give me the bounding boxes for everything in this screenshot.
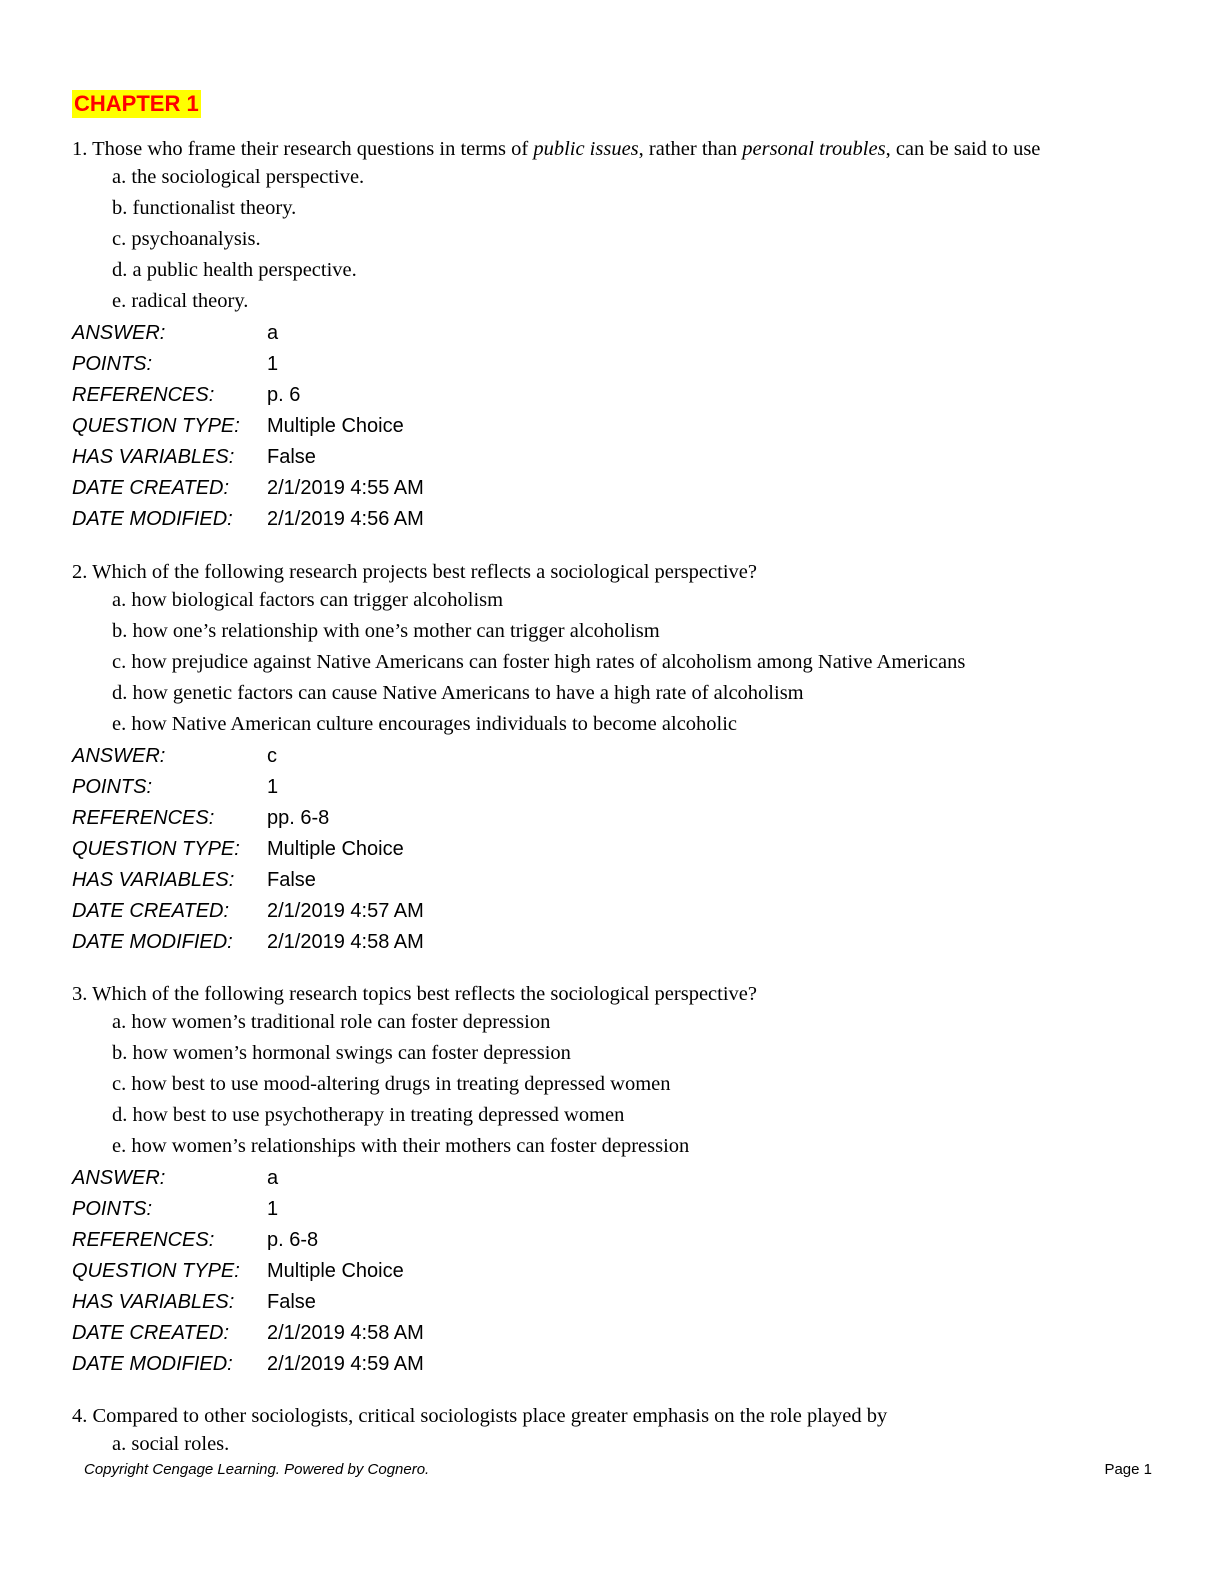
meta-date-created: DATE CREATED: 2/1/2019 4:55 AM	[72, 477, 424, 499]
page-number: Page 1	[1104, 1461, 1152, 1478]
meta-answer: ANSWER: a	[72, 322, 279, 344]
option-b: b. functionalist theory.	[112, 197, 297, 219]
option-a: a. how women’s traditional role can foster depression	[112, 1011, 551, 1033]
question-metadata	[72, 318, 1172, 535]
option-e: e. radical theory.	[112, 290, 249, 312]
option-e: e. how Native American culture encourages individuals to become alcoholic	[112, 713, 738, 735]
stem-emphasis: public issues	[533, 138, 639, 160]
chapter-title: CHAPTER 1	[74, 91, 199, 116]
question-metadata	[72, 741, 1172, 958]
meta-question-type: QUESTION TYPE: Multiple Choice	[72, 415, 404, 437]
option-b: b. how one’s relationship with one’s mother can trigger alcoholism	[112, 620, 660, 642]
meta-question-type: QUESTION TYPE: Multiple Choice	[72, 1260, 404, 1282]
option-c: c. psychoanalysis.	[112, 228, 261, 250]
option-c: c. how prejudice against Native Americans can foster high rates of alcoholism among Native Americans	[112, 651, 966, 673]
option-a: a. the sociological perspective.	[112, 166, 365, 188]
answer-options	[72, 586, 1172, 741]
stem-emphasis: personal troubles	[742, 138, 886, 160]
meta-points: POINTS: 1	[72, 776, 279, 798]
meta-has-variables: HAS VARIABLES: False	[72, 869, 316, 891]
meta-references: REFERENCES: pp. 6-8	[72, 807, 330, 829]
meta-references: REFERENCES: p. 6	[72, 384, 301, 406]
option-d: d. how best to use psychotherapy in treating depressed women	[112, 1104, 625, 1126]
meta-has-variables: HAS VARIABLES: False	[72, 446, 316, 468]
meta-answer: ANSWER: a	[72, 1167, 279, 1189]
question-stem: 2. Which of the following research projects best reflects a sociological perspective?	[72, 561, 757, 583]
question-3	[72, 980, 1172, 1380]
meta-has-variables: HAS VARIABLES: False	[72, 1291, 316, 1313]
option-a: a. how biological factors can trigger alcoholism	[112, 589, 504, 611]
question-stem: 1. Those who frame their research questions in terms of public issues, rather than personal troubles, can be said to use	[72, 138, 1041, 160]
meta-references: REFERENCES: p. 6-8	[72, 1229, 319, 1251]
option-b: b. how women’s hormonal swings can foster depression	[112, 1042, 571, 1064]
question-metadata	[72, 1163, 1172, 1380]
meta-answer: ANSWER: c	[72, 745, 277, 767]
option-a: a. social roles.	[112, 1433, 230, 1455]
answer-options	[72, 163, 1172, 318]
option-c: c. how best to use mood-altering drugs in treating depressed women	[112, 1073, 671, 1095]
question-2	[72, 558, 1172, 958]
meta-date-modified: DATE MODIFIED: 2/1/2019 4:59 AM	[72, 1353, 424, 1375]
meta-points: POINTS: 1	[72, 1198, 279, 1220]
meta-date-modified: DATE MODIFIED: 2/1/2019 4:56 AM	[72, 508, 424, 530]
footer-copyright: Copyright Cengage Learning. Powered by Cognero.	[84, 1461, 430, 1478]
option-d: d. how genetic factors can cause Native Americans to have a high rate of alcoholism	[112, 682, 804, 704]
meta-question-type: QUESTION TYPE: Multiple Choice	[72, 838, 404, 860]
question-stem: 4. Compared to other sociologists, critical sociologists place greater emphasis on the role played by	[72, 1405, 888, 1427]
answer-options	[72, 1430, 1172, 1461]
meta-date-created: DATE CREATED: 2/1/2019 4:57 AM	[72, 900, 424, 922]
question-stem: 3. Which of the following research topics best reflects the sociological perspective?	[72, 983, 757, 1005]
meta-points: POINTS: 1	[72, 353, 279, 375]
question-1	[72, 135, 1172, 535]
meta-date-modified: DATE MODIFIED: 2/1/2019 4:58 AM	[72, 931, 424, 953]
meta-date-created: DATE CREATED: 2/1/2019 4:58 AM	[72, 1322, 424, 1344]
option-d: d. a public health perspective.	[112, 259, 357, 281]
answer-options	[72, 1008, 1172, 1163]
option-e: e. how women’s relationships with their mothers can foster depression	[112, 1135, 690, 1157]
question-4	[72, 1402, 1172, 1461]
